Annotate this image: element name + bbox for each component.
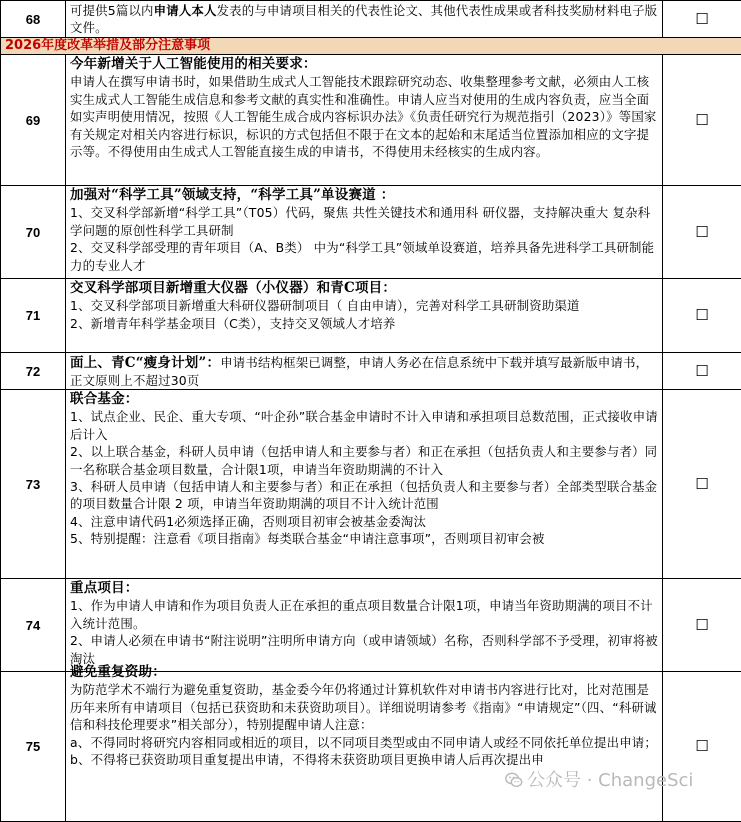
table-row bbox=[1, 186, 741, 279]
row-title: 避免重复资助： bbox=[70, 664, 658, 681]
row-line: 1、交叉科学部项目新增重大科研仪器研制项目（ 自由申请），完善对科学工具研制资助渠道 bbox=[70, 297, 658, 314]
row-number: 75 bbox=[1, 672, 66, 822]
row-number: 69 bbox=[1, 55, 66, 186]
row-line: b、不得将已获资助项目重复提出申请，不得将未获资助项目更换申请人后再次提出申 bbox=[70, 751, 658, 768]
row-body: 申请书结构框架已调整，申请人务必在信息系统中下载并填写最新版申请书，正文原则上不超过30页 bbox=[70, 355, 648, 388]
row-lead: 面上、青C“瘦身计划”： bbox=[70, 355, 220, 371]
section-header-row bbox=[1, 38, 741, 55]
row-title: 交叉科学部项目新增重大仪器（小仪器）和青C项目： bbox=[70, 280, 658, 297]
row-line: 2、交叉科学部受理的青年项目（A、B类） 中为“科学工具”领域单设赛道，培养具备先进科学工具研制能力的专业人才 bbox=[70, 239, 658, 274]
row-line: 2、申请人必须在申请书“附注说明”注明所申请方向（或申请领域）名称，否则科学部不予受理，初审将被淘汰 bbox=[70, 632, 658, 667]
row-number: 71 bbox=[1, 279, 66, 353]
checkbox[interactable]: ☐ bbox=[663, 390, 741, 579]
row-title: 重点项目： bbox=[70, 580, 658, 597]
row-line: 1、作为申请人申请和作为项目负责人正在承担的重点项目数量合计限1项，申请当年资助期满的项目不计入统计范围。 bbox=[70, 597, 658, 632]
row-number: 68 bbox=[1, 1, 66, 38]
checkbox[interactable]: ☐ bbox=[663, 579, 741, 672]
checkbox[interactable]: ☐ bbox=[663, 1, 741, 38]
watermark bbox=[505, 766, 693, 792]
row-number: 72 bbox=[1, 353, 66, 390]
checkbox[interactable]: ☐ bbox=[663, 186, 741, 279]
row-title: 联合基金： bbox=[70, 391, 658, 408]
row-title: 今年新增关于人工智能使用的相关要求： bbox=[70, 56, 658, 73]
row-body: 申请人在撰写申请书时，如果借助生成式人工智能技术跟踪研究动态、收集整理参考文献，必须由人工核实生成式人工智能生成信息和参考文献的真实性和准确性。申请人应当对使用的生成内容负责，应当全面如实声明使用情况，按照《人工智能生成合成内容标识办法》《负责任研究行为规范指引（2023）》等国家有关规定对相关内容进行标识，标识的方式包括但不限于在文本的起始和末尾适当位置添加相应的文字提示等。不得使用由生成式人工智能直接生成的申请书，不得使用未经核实的生成内容。 bbox=[70, 73, 658, 160]
watermark-text: 公众号 · ChangeSci bbox=[527, 770, 693, 791]
row-number: 74 bbox=[1, 579, 66, 672]
row-line: 5、特别提醒：注意看《项目指南》每类联合基金“申请注意事项”，否则项目初审会被 bbox=[70, 530, 658, 547]
row-number: 70 bbox=[1, 186, 66, 279]
checkbox[interactable]: ☐ bbox=[663, 279, 741, 353]
table-row bbox=[1, 579, 741, 672]
row-line: 1、试点企业、民企、重大专项、“叶企孙”联合基金申请时不计入申请和承担项目总数范围，正式接收申请后计入 bbox=[70, 408, 658, 443]
checkbox[interactable]: ☐ bbox=[663, 672, 741, 822]
row-line: 3、科研人员申请（包括申请人和主要参与者）和正在承担（包括负责人和主要参与者）全部类型联合基金的项目数量合计限 2 项，申请当年资助期满的项目不计入统计范围 bbox=[70, 478, 658, 513]
row-line: 1、交叉科学部新增“科学工具”（T05）代码，聚焦 共性关键技术和通用科 研仪器，支持解决重大 复杂科学问题的原创性科学工具研制 bbox=[70, 204, 658, 239]
row-line: 2、以上联合基金，科研人员申请（包括申请人和主要参与者）和正在承担（包括负责人和主要参与者）同一名称联合基金项目数量，合计限1项，申请当年资助期满的不计入 bbox=[70, 443, 658, 478]
table-row bbox=[1, 353, 741, 390]
row-line: 4、注意申请代码1必须选择正确，否则项目初审会被基金委淘汰 bbox=[70, 513, 658, 530]
table-row bbox=[1, 55, 741, 186]
table-row bbox=[1, 1, 741, 38]
table-row bbox=[1, 279, 741, 353]
row-text: 可提供5篇以内 bbox=[70, 3, 154, 18]
checkbox[interactable]: ☐ bbox=[663, 353, 741, 390]
section-title: 2026年度改革举措及部分注意事项 bbox=[1, 39, 741, 53]
row-body: 为防范学术不端行为避免重复资助，基金委今年仍将通过计算机软件对申请书内容进行比对，比对范围是历年来所有申请项目（包括已获资助和未获资助项目）。详细说明请参考《指南》“申请规定”（四、“科研诚信和科技伦理要求”相关部分），特别提醒申请人注意： bbox=[70, 681, 658, 733]
table-row bbox=[1, 390, 741, 579]
row-text-bold: 申请人本人 bbox=[154, 3, 217, 18]
row-line: a、不得同时将研究内容相同或相近的项目，以不同项目类型或由不同申请人或经不同依托单位提出申请； bbox=[70, 734, 658, 751]
row-number: 73 bbox=[1, 390, 66, 579]
checkbox[interactable]: ☐ bbox=[663, 55, 741, 186]
table-row bbox=[1, 672, 741, 822]
wechat-icon bbox=[505, 771, 523, 789]
row-title: 加强对“科学工具”领域支持，“科学工具”单设赛道 ： bbox=[70, 187, 658, 204]
row-line: 2、新增青年科学基金项目（C类），支持交叉领域人才培养 bbox=[70, 315, 658, 332]
row-text: 发表的与申请项目相关的代表性论文、其他代表性成果或者科技奖励材料电子版文件。 bbox=[70, 3, 657, 35]
